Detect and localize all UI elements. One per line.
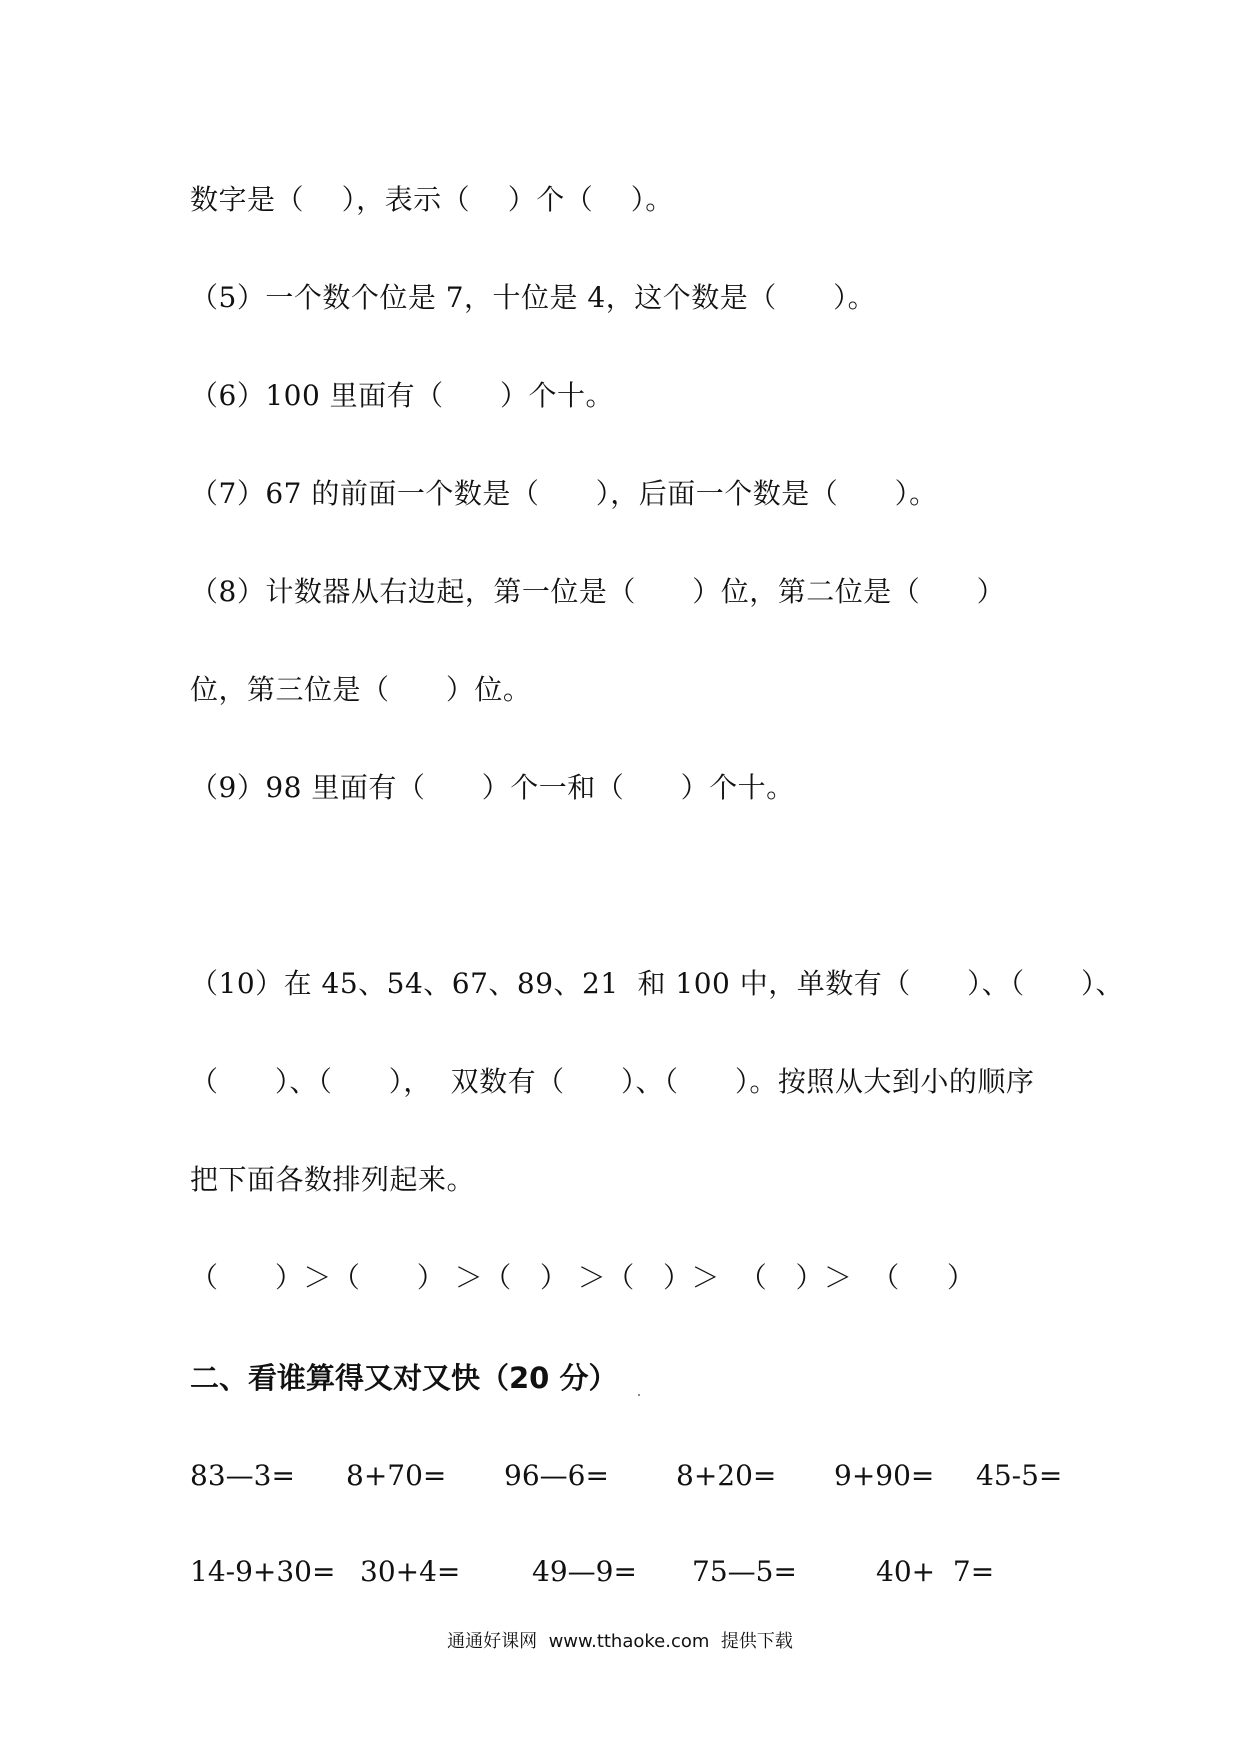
calc-item: 83—3= xyxy=(190,1459,295,1492)
question-4-continuation: 数字是（ ），表示（ ）个（ ）。 xyxy=(190,183,674,216)
question-8-line-2: 位，第三位是（ ）位。 xyxy=(190,673,532,706)
question-6: （6）100 里面有（ ）个十。 xyxy=(190,379,615,412)
question-10-line-2: （ ）、（ ）， 双数有（ ）、（ ）。按照从大到小的顺序 xyxy=(190,1065,1035,1098)
calc-item: 40+ 7= xyxy=(876,1555,995,1588)
question-8-line-1: （8）计数器从右边起，第一位是（ ）位，第二位是（ ） xyxy=(190,575,1006,608)
footer-source-text: 通通好课网 www.tthaoke.com 提供下载 xyxy=(447,1631,793,1652)
question-10-line-3: 把下面各数排列起来。 xyxy=(190,1163,476,1196)
calc-item: 49—9= xyxy=(532,1555,637,1588)
calc-item: 8+70= xyxy=(346,1459,447,1492)
ordering-blanks: （ ）＞（ ） ＞（ ） ＞（ ）＞ （ ）＞ （ ） xyxy=(190,1261,976,1294)
calc-item: 9+90= xyxy=(834,1459,935,1492)
calc-item: 96—6= xyxy=(504,1459,609,1492)
calc-item: 75—5= xyxy=(692,1555,797,1588)
calc-item: 8+20= xyxy=(676,1459,777,1492)
stray-mark xyxy=(638,1394,640,1396)
question-10-line-1: （10）在 45、54、67、89、21 和 100 中，单数有（ ）、（ ）、 xyxy=(190,967,1125,1000)
question-5: （5）一个数个位是 7，十位是 4，这个数是（ ）。 xyxy=(190,281,877,314)
question-7: （7）67 的前面一个数是（ ），后面一个数是（ ）。 xyxy=(190,477,938,510)
calc-item: 45-5= xyxy=(976,1459,1063,1492)
calc-item: 30+4= xyxy=(360,1555,461,1588)
section-2-heading: 二、看谁算得又对又快（20 分） xyxy=(190,1361,618,1395)
calc-item: 14-9+30= xyxy=(190,1555,336,1588)
question-9: （9）98 里面有（ ）个一和（ ）个十。 xyxy=(190,771,795,804)
